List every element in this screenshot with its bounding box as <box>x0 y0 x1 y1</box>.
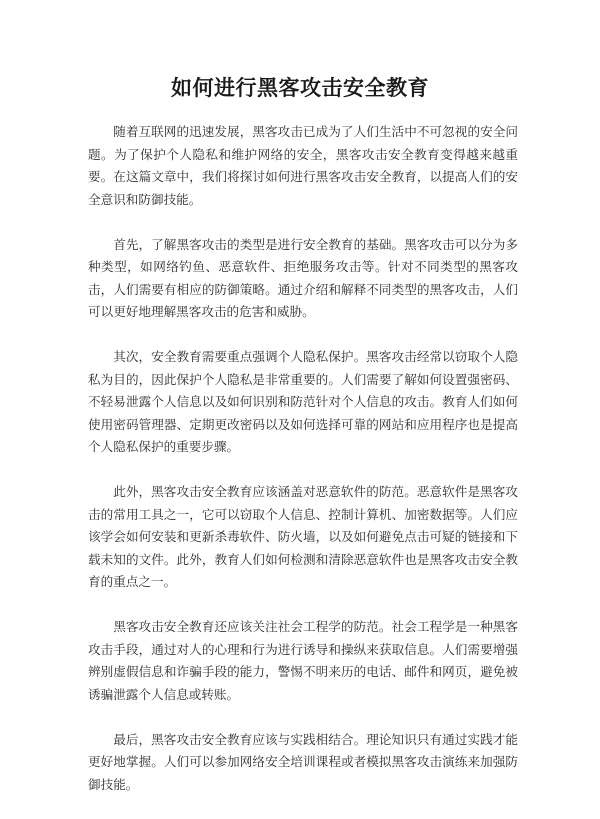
paragraph-attack-types: 首先，了解黑客攻击的类型是进行安全教育的基础。黑客攻击可以分为多种类型，如网络钓鱼、恶意软件、拒绝服务攻击等。针对不同类型的黑客攻击，人们需要有相应的防御策略。通过介绍和解释不同类型的黑客攻击，人们可以更好地理解黑客攻击的危害和威胁。 <box>88 236 518 319</box>
paragraph-social-engineering: 黑客攻击安全教育还应该关注社会工程学的防范。社会工程学是一种黑客攻击手段，通过对人的心理和行为进行诱导和操纵来获取信息。人们需要增强辨别虚假信息和诈骗手段的能力，警惕不明来历的电话、邮件和网页，避免被诱骗泄露个人信息或转账。 <box>88 619 518 702</box>
paragraph-intro: 随着互联网的迅速发展，黑客攻击已成为了人们生活中不可忽视的安全问题。为了保护个人隐私和维护网络的安全，黑客攻击安全教育变得越来越重要。在这篇文章中，我们将探讨如何进行黑客攻击安全教育，以提高人们的安全意识和防御技能。 <box>88 124 518 207</box>
document-body <box>88 121 518 819</box>
paragraph-practice: 最后，黑客攻击安全教育应该与实践相结合。理论知识只有通过实践才能更好地掌握。人们可以参加网络安全培训课程或者模拟黑客攻击演练来加强防御技能。 <box>88 731 518 792</box>
document-title: 如何进行黑客攻击安全教育 <box>171 76 429 100</box>
paragraph-privacy: 其次，安全教育需要重点强调个人隐私保护。黑客攻击经常以窃取个人隐私为目的，因此保护个人隐私是非常重要的。人们需要了解如何设置强密码、不轻易泄露个人信息以及如何识别和防范针对个人信息的攻击。教育人们如何使用密码管理器、定期更改密码以及如何选择可靠的网站和应用程序也是提高个人隐私保护的重要步骤。 <box>88 349 518 454</box>
paragraph-malware: 此外，黑客攻击安全教育应该涵盖对恶意软件的防范。恶意软件是黑客攻击的常用工具之一，它可以窃取个人信息、控制计算机、加密数据等。人们应该学会如何安装和更新杀毒软件、防火墙，以及如何避免点击可疑的链接和下载未知的文件。此外，教育人们如何检测和清除恶意软件也是黑客攻击安全教育的重点之一。 <box>88 484 518 589</box>
